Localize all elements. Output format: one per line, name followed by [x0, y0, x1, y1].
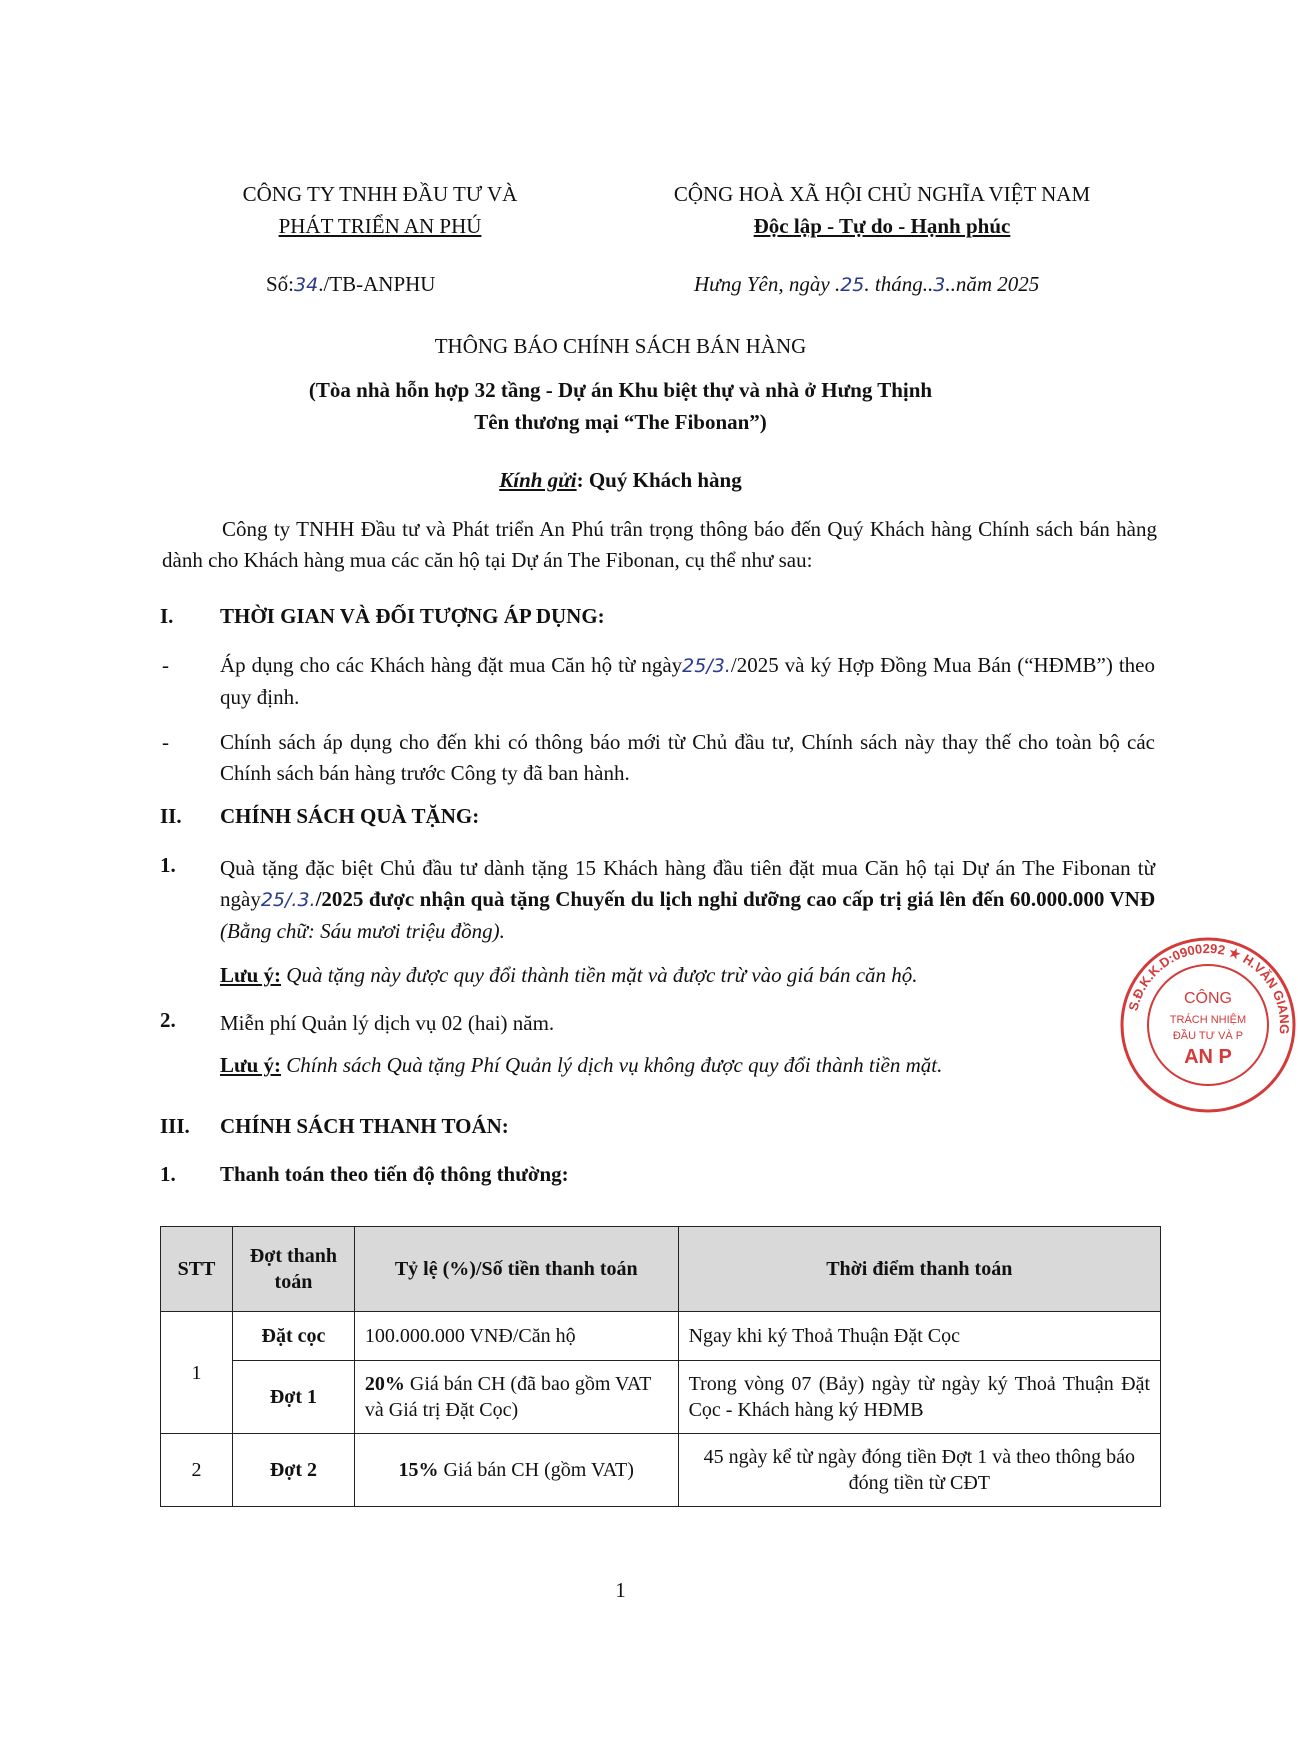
company-header — [180, 178, 580, 242]
company-name-line1: CÔNG TY TNHH ĐẦU TƯ VÀ — [242, 182, 518, 206]
bullet-1-handwritten-date: 25/3. — [682, 655, 731, 677]
intro-paragraph: Công ty TNHH Đầu tư và Phát triển An Phú trân trọng thông báo đến Quý Khách hàng Chính sách bán hàng dành cho Khách hàng mua các căn hộ tại Dự án The Fibonan, cụ thể như sau: — [162, 517, 1157, 572]
date-suffix: ..năm 2025 — [945, 272, 1040, 296]
nation-title: CỘNG HOÀ XÃ HỘI CHỦ NGHĨA VIỆT NAM — [673, 182, 1091, 206]
seal-line-2: TRÁCH NHIỆM — [1169, 1014, 1247, 1026]
section-2-item-1-number: 1. — [160, 853, 176, 877]
cell-ty-le-bold: 15% — [398, 1459, 439, 1481]
cell-ty-le-bold: 20% — [364, 1373, 405, 1395]
note-2-text: Chính sách Quà tặng Phí Quản lý dịch vụ không được quy đổi thành tiền mặt. — [281, 1053, 943, 1077]
cell-ty-le-text: 100.000.000 VNĐ/Căn hộ — [364, 1325, 576, 1347]
section-1-bullet-2-dash: - — [162, 730, 169, 754]
section-2-item-2: Miễn phí Quản lý dịch vụ 02 (hai) năm. — [220, 1011, 555, 1035]
date-prefix: Hưng Yên, ngày . — [694, 272, 841, 296]
item-1-bold-text: /2025 được nhận quà tặng Chuyến du lịch nghỉ dưỡng cao cấp trị giá lên đến 60.000.000 VNĐ — [315, 887, 1155, 911]
seal-line-3: ĐẦU TƯ VÀ P — [1172, 1030, 1244, 1042]
note-1-label: Lưu ý: — [220, 963, 282, 987]
cell-dot: Đợt 1 — [232, 1361, 354, 1434]
table-row — [161, 1361, 1161, 1434]
document-subtitle-1: (Tòa nhà hỗn hợp 32 tầng - Dự án Khu biệt thự và nhà ở Hưng Thịnh — [308, 378, 933, 402]
cell-ty-le — [354, 1361, 678, 1434]
cell-stt: 2 — [161, 1434, 233, 1507]
note-1-text: Quà tặng này được quy đổi thành tiền mặt và được trừ vào giá bán căn hộ. — [281, 963, 918, 987]
header-stt: STT — [161, 1227, 233, 1312]
section-1-bullet-1-dash: - — [162, 653, 169, 677]
date-mid: . tháng.. — [864, 272, 934, 296]
bullet-1-text-pre: Áp dụng cho các Khách hàng đặt mua Căn hộ từ ngày — [220, 653, 683, 677]
recipient-label: Kính gửi — [499, 468, 577, 492]
item-1-text-pre: Quà tặng đặc biệt Chủ đầu tư dành tặng 15 Khách hàng đầu tiên đặt mua Căn hộ tại Dự án The Fibonan từ ngày — [220, 856, 1155, 911]
cell-ty-le-text: Giá bán CH (gồm VAT) — [438, 1459, 634, 1481]
item-1-italic-text: (Bằng chữ: Sáu mươi triệu đồng). — [220, 919, 505, 943]
doc-number-prefix: Số: — [266, 272, 295, 296]
page-number: 1 — [615, 1578, 626, 1602]
section-1-bullet-1 — [220, 650, 1155, 713]
section-1-bullet-2: Chính sách áp dụng cho đến khi có thông báo mới từ Chủ đầu tư, Chính sách này thay thế cho toàn bộ các Chính sách bán hàng trước Công ty đã ban hành. — [220, 730, 1155, 785]
recipient-line — [0, 468, 1241, 493]
seal-ring-text: S.Đ.K.K.D:0900292 ★ H.VĂN GIANG — [1125, 940, 1293, 1035]
payment-schedule-table — [160, 1226, 1161, 1507]
recipient-name: : Quý Khách hàng — [576, 468, 742, 492]
header-thoi-diem: Thời điểm thanh toán — [678, 1227, 1160, 1312]
seal-line-1: CÔNG — [1184, 990, 1232, 1007]
date-day-handwritten: 25 — [840, 274, 865, 296]
doc-number-suffix: ./TB-ANPHU — [318, 272, 436, 296]
company-seal-stamp — [1118, 935, 1298, 1115]
document-title: THÔNG BÁO CHÍNH SÁCH BÁN HÀNG — [434, 334, 807, 358]
table-row — [161, 1434, 1161, 1507]
section-2-title: CHÍNH SÁCH QUÀ TẶNG: — [220, 804, 480, 828]
document-subtitle-2: Tên thương mại “The Fibonan”) — [474, 410, 767, 434]
section-3-number: III. — [160, 1114, 190, 1138]
section-2-note-1 — [220, 960, 1155, 991]
cell-thoi-diem: 45 ngày kể từ ngày đóng tiền Đợt 1 và theo thông báo đóng tiền từ CĐT — [678, 1434, 1160, 1507]
section-3-sub-title: Thanh toán theo tiến độ thông thường: — [220, 1162, 569, 1186]
section-1-number: I. — [160, 604, 174, 628]
cell-ty-le — [354, 1434, 678, 1507]
cell-thoi-diem: Trong vòng 07 (Bảy) ngày từ ngày ký Thoả Thuận Đặt Cọc - Khách hàng ký HĐMB — [678, 1361, 1160, 1434]
table-row — [161, 1312, 1161, 1361]
cell-ty-le-text: Giá bán CH (đã bao gồm VAT và Giá trị Đặt Cọc) — [364, 1373, 651, 1421]
document-number — [266, 272, 435, 297]
section-3-sub-number: 1. — [160, 1162, 176, 1186]
cell-dot: Đợt 2 — [232, 1434, 354, 1507]
seal-line-4: AN P — [1184, 1046, 1232, 1068]
section-2-number: II. — [160, 804, 182, 828]
cell-stt: 1 — [161, 1312, 233, 1434]
section-2-item-1 — [220, 853, 1155, 947]
note-2-label: Lưu ý: — [220, 1053, 282, 1077]
item-1-handwritten-date: 25/.3. — [260, 889, 316, 911]
bullet-1-text-post: /2025 và ký Hợp Đồng Mua Bán (“HĐMB”) theo quy định. — [220, 653, 1155, 709]
nation-motto: Độc lập - Tự do - Hạnh phúc — [753, 214, 1011, 238]
section-2-note-2 — [220, 1050, 1155, 1081]
doc-number-handwritten: 34 — [294, 274, 319, 296]
section-2-item-2-number: 2. — [160, 1008, 176, 1032]
date-month-handwritten: 3 — [933, 274, 946, 296]
header-ty-le: Tỷ lệ (%)/Số tiền thanh toán — [354, 1227, 678, 1312]
cell-dot: Đặt cọc — [232, 1312, 354, 1361]
section-3-title: CHÍNH SÁCH THANH TOÁN: — [220, 1114, 509, 1138]
table-header-row — [161, 1227, 1161, 1312]
header-dot: Đợt thanh toán — [232, 1227, 354, 1312]
cell-ty-le — [354, 1312, 678, 1361]
nation-header — [612, 178, 1152, 242]
document-date — [694, 272, 1039, 297]
section-1-title: THỜI GIAN VÀ ĐỐI TƯỢNG ÁP DỤNG: — [220, 604, 605, 628]
cell-thoi-diem: Ngay khi ký Thoả Thuận Đặt Cọc — [678, 1312, 1160, 1361]
company-name-line2: PHÁT TRIỂN AN PHÚ — [278, 214, 482, 238]
